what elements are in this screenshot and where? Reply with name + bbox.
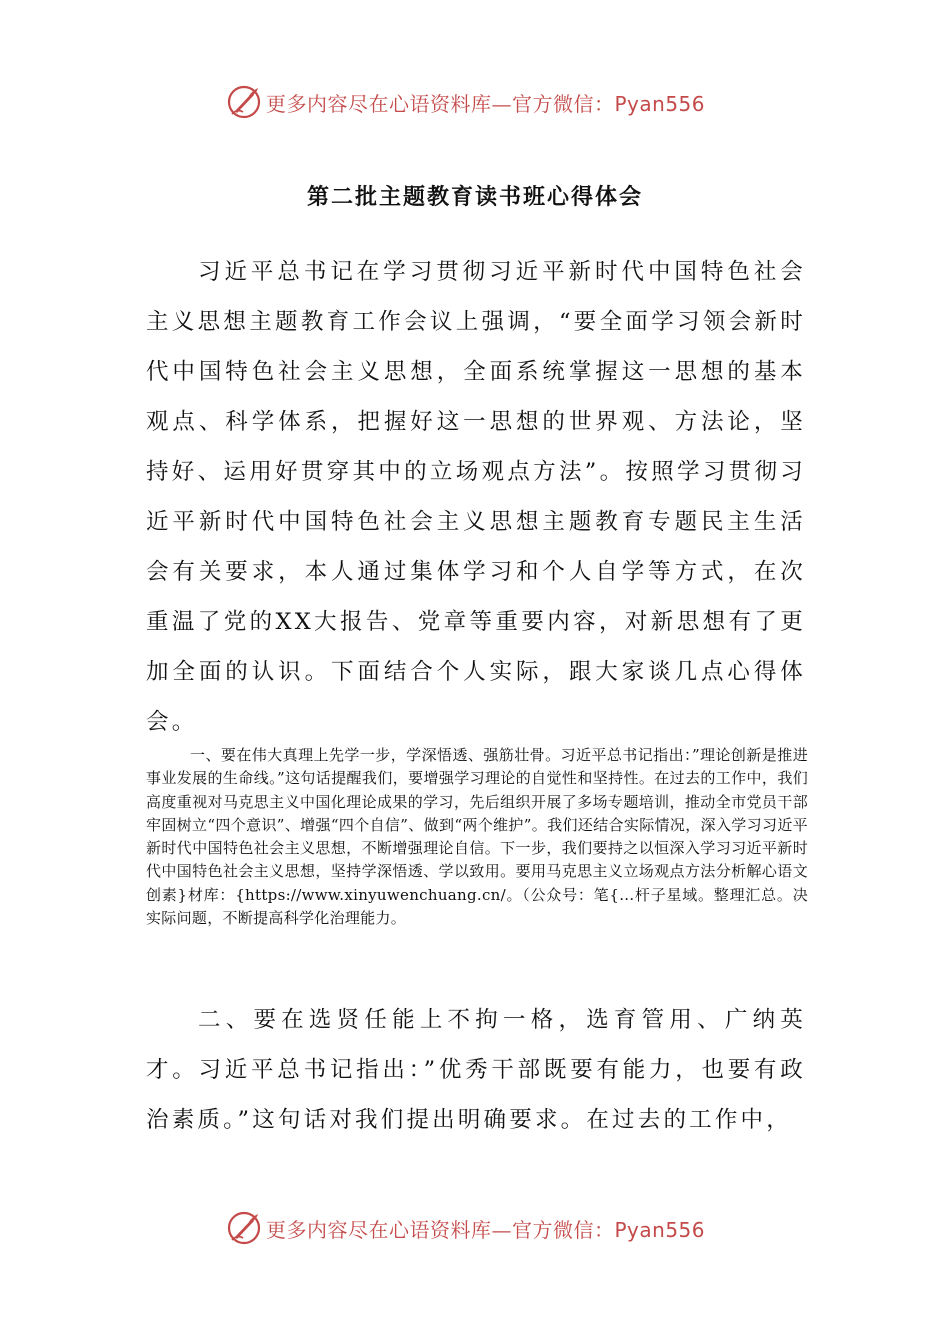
quill-pen-logo-icon [226, 84, 262, 120]
body-paragraph-intro: 习近平总书记在学习贯彻习近平新时代中国特色社会主义思想主题教育工作会议上强调，“要全面学习领会新时代中国特色社会主义思想，全面系统掌握这一思想的基本观点、科学体系，把握好这一思想的世界观、方法论，坚持好、运用好贯穿其中的立场观点方法”。按照学习贯彻习近平新时代中国特色社会主义思想主题教育专题民主生活会有关要求，本人通过集体学习和个人自学等方式，在次重温了党的XX大报告、党章等重要内容，对新思想有了更加全面的认识。下面结合个人实际，跟大家谈几点心得体会。 [146, 259, 806, 735]
watermark-text [266, 1214, 705, 1243]
body-paragraph-section-two: 二、要在选贤任能上不拘一格，选育管用、广纳英才。习近平总书记指出：”优秀干部既要有能力，也要有政治素质。”这句话对我们提出明确要求。在过去的工作中， [146, 1007, 806, 1133]
watermark-wechat-id: Pyan556 [614, 92, 706, 116]
watermark-banner-top [0, 82, 950, 122]
page-title: 第二批主题教育读书班心得体会 [306, 185, 643, 210]
body-paragraph-section-one: 一、要在伟大真理上先学一步，学深悟透、强筋壮骨。习近平总书记指出：”理论创新是推进事业发展的生命线。”这句话提醒我们，要增强学习理论的自觉性和坚持性。在过去的工作中，我们高度重视对马克思主义中国化理论成果的学习，先后组织开展了多场专题培训，推动全市党员干部牢固树立“四个意识”、增强“四个自信”、做到“两个维护”。我们还结合实际情况，深入学习习近平新时代中国特色社会主义思想，不断增强理论自信。下一步，我们要持之以恒深入学习习近平新时代中国特色社会主义思想，坚持学深悟透、学以致用。要用马克思主义立场观点方法分析解心语文创素}材库：{https://www.xinyuwenchuang.cn/。（公众号：笔{...杆子星域。整理汇总。决实际问题，不断提高科学化治理能力。 [146, 746, 808, 928]
watermark-banner-bottom [0, 1208, 950, 1248]
watermark-text-cn: 更多内容尽在心语资料库—官方微信： [266, 1218, 615, 1242]
quill-pen-logo-icon [226, 1210, 262, 1246]
watermark-wechat-id: Pyan556 [614, 1218, 706, 1242]
watermark-text [266, 88, 705, 117]
watermark-text-cn: 更多内容尽在心语资料库—官方微信： [266, 92, 615, 116]
